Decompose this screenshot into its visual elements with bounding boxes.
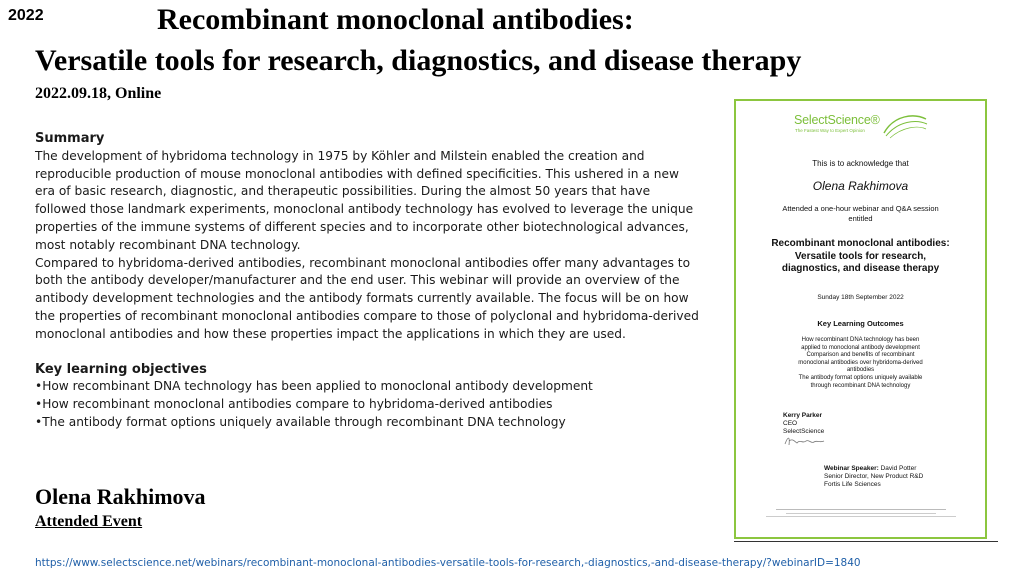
cert-speaker-block xyxy=(824,465,923,489)
selectscience-logo xyxy=(794,113,934,143)
cert-title-line: Recombinant monoclonal antibodies: xyxy=(771,238,950,249)
cert-outcome-line: applied to monoclonal antibody development xyxy=(801,344,920,351)
divider xyxy=(734,541,998,542)
year-label: 2022 xyxy=(8,7,44,24)
cert-outcome-line: How recombinant DNA technology has been xyxy=(801,337,920,343)
objective-item: •The antibody format options uniquely available through recombinant DNA technology xyxy=(35,414,566,429)
cert-outcome-line: Comparison and benefits of recombinant xyxy=(806,352,915,359)
page-title-line-2: Versatile tools for research, diagnostics, and disease therapy xyxy=(35,44,802,77)
cert-attended-line: Attended a one-hour webinar and Q&A session xyxy=(782,204,939,213)
cert-acknowledge: This is to acknowledge that xyxy=(812,159,909,168)
section-spacer xyxy=(35,344,700,361)
attended-event-label: Attended Event xyxy=(35,513,143,530)
cert-title-line: diagnostics, and disease therapy xyxy=(781,263,940,274)
cert-outcome-line: The antibody format options uniquely available xyxy=(798,374,923,381)
cert-date: Sunday 18th September 2022 xyxy=(817,294,904,301)
summary-heading: Summary xyxy=(35,131,105,146)
logo-tagline: The Fastest Way to Expert Opinion xyxy=(795,128,865,133)
objective-item: •How recombinant monoclonal antibodies compare to hybridoma-derived antibodies xyxy=(35,397,553,412)
cert-speaker-org: Fortis Life Sciences xyxy=(824,481,881,488)
cert-signer-block xyxy=(783,412,824,436)
summary-paragraph-1: The development of hybridoma technology in 1975 by Köhler and Milstein enabled the creation and reproducible production of mouse monoclonal antibodies with defined specificities. This ushered in a new era of basic research, diagnostic, and therapeutic possibilities. During the almost 50 years that have followed those landmark experiments, monoclonal antibody technology has evolved to leverage the unique properties of the immune systems of different species and to incorporate other biotechnological advances, most notably recombinant DNA technology. xyxy=(35,148,694,252)
event-date: 2022.09.18, Online xyxy=(35,85,162,102)
cert-fine-print xyxy=(756,509,966,517)
summary-section xyxy=(35,130,700,432)
cert-outcome-line: through recombinant DNA technology xyxy=(810,382,911,389)
cert-signer-name: Kerry Parker xyxy=(783,412,823,419)
certificate-image xyxy=(734,99,987,539)
cert-outcome-line: antibodies xyxy=(846,367,875,374)
cert-signer-org: SelectScience xyxy=(783,428,825,435)
signature-image xyxy=(783,434,829,448)
cert-webinar-title xyxy=(736,238,985,276)
cert-outcomes-heading: Key Learning Outcomes xyxy=(817,319,904,328)
cert-recipient-name: Olena Rakhimova xyxy=(812,179,909,193)
cert-outcomes-list xyxy=(736,337,985,390)
cert-outcome-line: monoclonal antibodies over hybridoma-derived xyxy=(798,359,923,366)
logo-swirl-icon xyxy=(880,113,930,139)
logo-name: SelectScience® xyxy=(794,113,880,127)
attendee-name: Olena Rakhimova xyxy=(35,484,206,509)
webinar-link[interactable]: https://www.selectscience.net/webinars/recombinant-monoclonal-antibodies-versatile-tools-for-research,-diagnostics,-and-disease-therapy/?webinarID=1840 xyxy=(35,557,861,569)
cert-title-line: Versatile tools for research, xyxy=(794,250,927,262)
page-title-line-1: Recombinant monoclonal antibodies: xyxy=(157,3,634,36)
objectives-heading: Key learning objectives xyxy=(35,361,207,377)
cert-attended-line: entitled xyxy=(848,214,873,223)
objective-item: •How recombinant DNA technology has been applied to monoclonal antibody development xyxy=(35,379,593,394)
cert-speaker-title: Senior Director, New Product R&D xyxy=(824,473,924,480)
summary-paragraph-2: Compared to hybridoma-derived antibodies, recombinant monoclonal antibodies offer many advantages to both the antibody developer/manufacturer and the end user. This webinar will provide an overview of the antibody development technologies and the antibody formats currently available. The focus will be on how the properties of recombinant monoclonal antibodies compare to those of polyclonal and hybridoma-derived monoclonal antibodies and how these properties impact the applications in which they are used. xyxy=(35,255,699,341)
cert-signer-role: CEO xyxy=(783,420,798,427)
cert-attended-text xyxy=(736,204,985,224)
cert-speaker-name: David Potter xyxy=(880,465,917,472)
cert-speaker-label: Webinar Speaker: xyxy=(824,465,879,472)
